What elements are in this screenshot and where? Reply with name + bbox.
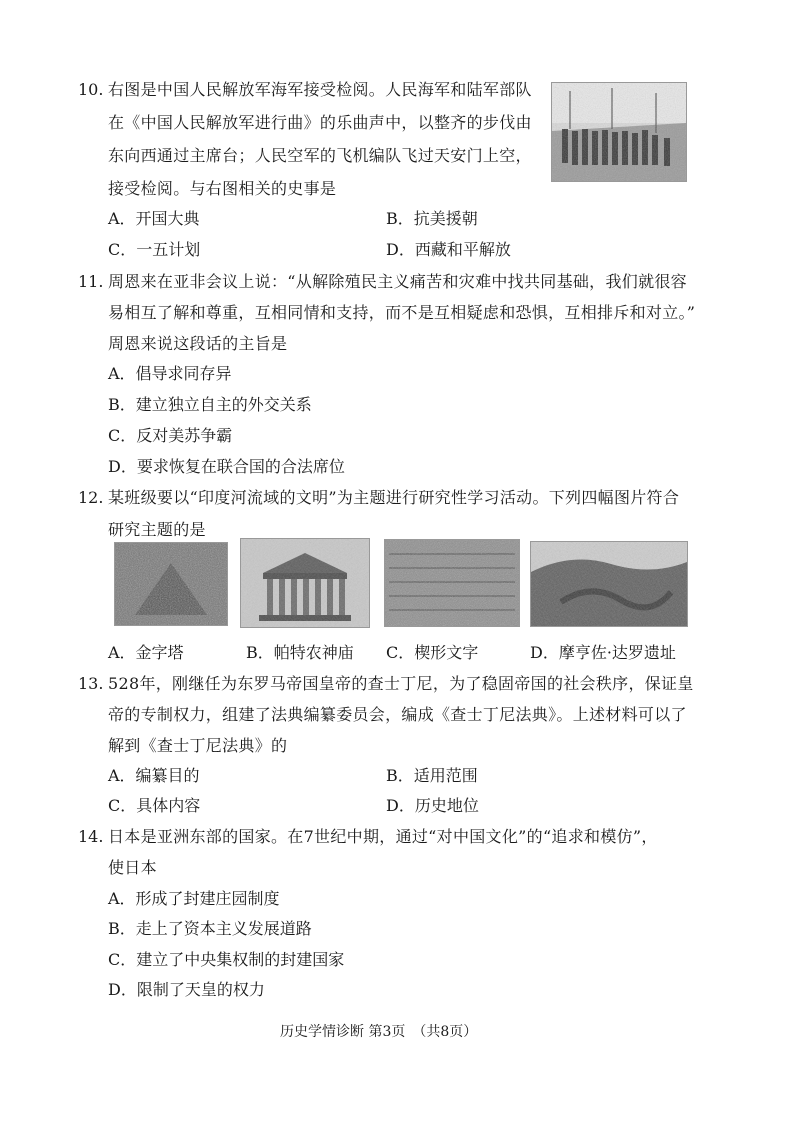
question-10-option-a: A．开国大典 bbox=[108, 209, 200, 228]
question-10-stem-line-4: 接受检阅。与右图相关的史事是 bbox=[108, 179, 337, 198]
question-12-option-a: A．金字塔 bbox=[108, 643, 184, 662]
question-13-option-a: A．编纂目的 bbox=[108, 766, 200, 785]
question-12-stem-line-1: 某班级要以“印度河流域的文明”为主题进行研究性学习活动。下列四幅图片符合 bbox=[108, 488, 680, 507]
question-13-number: 13. bbox=[78, 674, 104, 693]
cuneiform-image bbox=[384, 539, 520, 627]
question-10-stem-line-2: 在《中国人民解放军进行曲》的乐曲声中，以整齐的步伐由 bbox=[108, 113, 532, 132]
question-12-option-b: B．帕特农神庙 bbox=[246, 643, 354, 662]
question-10-stem-line-1: 右图是中国人民解放军海军接受检阅。人民海军和陆军部队 bbox=[108, 80, 532, 99]
question-10-option-b: B．抗美援朝 bbox=[386, 209, 478, 228]
question-14-number: 14. bbox=[78, 827, 104, 846]
question-13-stem-line-2: 帝的专制权力，组建了法典编纂委员会，编成《查士丁尼法典》。上述材料可以了 bbox=[108, 705, 687, 724]
question-13-option-b: B．适用范围 bbox=[386, 766, 478, 785]
question-12-number: 12. bbox=[78, 488, 104, 507]
question-14-option-b: B．走上了资本主义发展道路 bbox=[108, 919, 312, 938]
question-11-stem-line-2: 易相互了解和尊重，互相同情和支持，而不是互相疑虑和恐惧，互相排斥和对立。” bbox=[108, 303, 696, 322]
question-11-stem-line-3: 周恩来说这段话的主旨是 bbox=[108, 334, 288, 353]
question-14-stem-line-1: 日本是亚洲东部的国家。在7世纪中期，通过“对中国文化”的“追求和模仿”， bbox=[108, 827, 658, 846]
question-10-option-c: C．一五计划 bbox=[108, 240, 201, 259]
question-13-stem-line-1: 528年，刚继任为东罗马帝国皇帝的查士丁尼，为了稳固帝国的社会秩序，保证皇 bbox=[108, 674, 694, 693]
question-13-stem-line-3: 解到《查士丁尼法典》的 bbox=[108, 736, 288, 755]
mohenjo-daro-image bbox=[530, 541, 688, 627]
question-14-option-d: D．限制了天皇的权力 bbox=[108, 980, 265, 999]
question-14-stem-line-2: 使日本 bbox=[108, 858, 157, 877]
question-14-option-c: C．建立了中央集权制的封建国家 bbox=[108, 950, 345, 969]
question-11-stem-line-1: 周恩来在亚非会议上说：“从解除殖民主义痛苦和灾难中找共同基础，我们就很容 bbox=[108, 272, 687, 291]
question-11-option-c: C．反对美苏争霸 bbox=[108, 426, 233, 445]
question-12-stem-line-2: 研究主题的是 bbox=[108, 520, 206, 539]
question-11-option-a: A．倡导求同存异 bbox=[108, 364, 232, 383]
parthenon-image bbox=[240, 538, 370, 628]
question-11-option-b: B．建立独立自主的外交关系 bbox=[108, 395, 312, 414]
question-14-option-a: A．形成了封建庄园制度 bbox=[108, 889, 280, 908]
question-10-number: 10. bbox=[78, 80, 104, 99]
question-11-option-d: D．要求恢复在联合国的合法席位 bbox=[108, 457, 345, 476]
question-12-option-d: D．摩亨佐·达罗遗址 bbox=[530, 643, 676, 662]
question-10-stem-line-3: 东向西通过主席台；人民空军的飞机编队飞过天安门上空， bbox=[108, 146, 532, 165]
pyramid-image bbox=[114, 542, 228, 626]
question-11-number: 11. bbox=[78, 272, 104, 291]
question-10-option-d: D．西藏和平解放 bbox=[386, 240, 511, 259]
question-13-option-c: C．具体内容 bbox=[108, 796, 201, 815]
naval-review-photo bbox=[551, 82, 687, 182]
question-13-option-d: D．历史地位 bbox=[386, 796, 479, 815]
question-12-option-c: C．楔形文字 bbox=[386, 643, 479, 662]
page-footer: 历史学情诊断 第3页 （共8页） bbox=[280, 1024, 478, 1040]
